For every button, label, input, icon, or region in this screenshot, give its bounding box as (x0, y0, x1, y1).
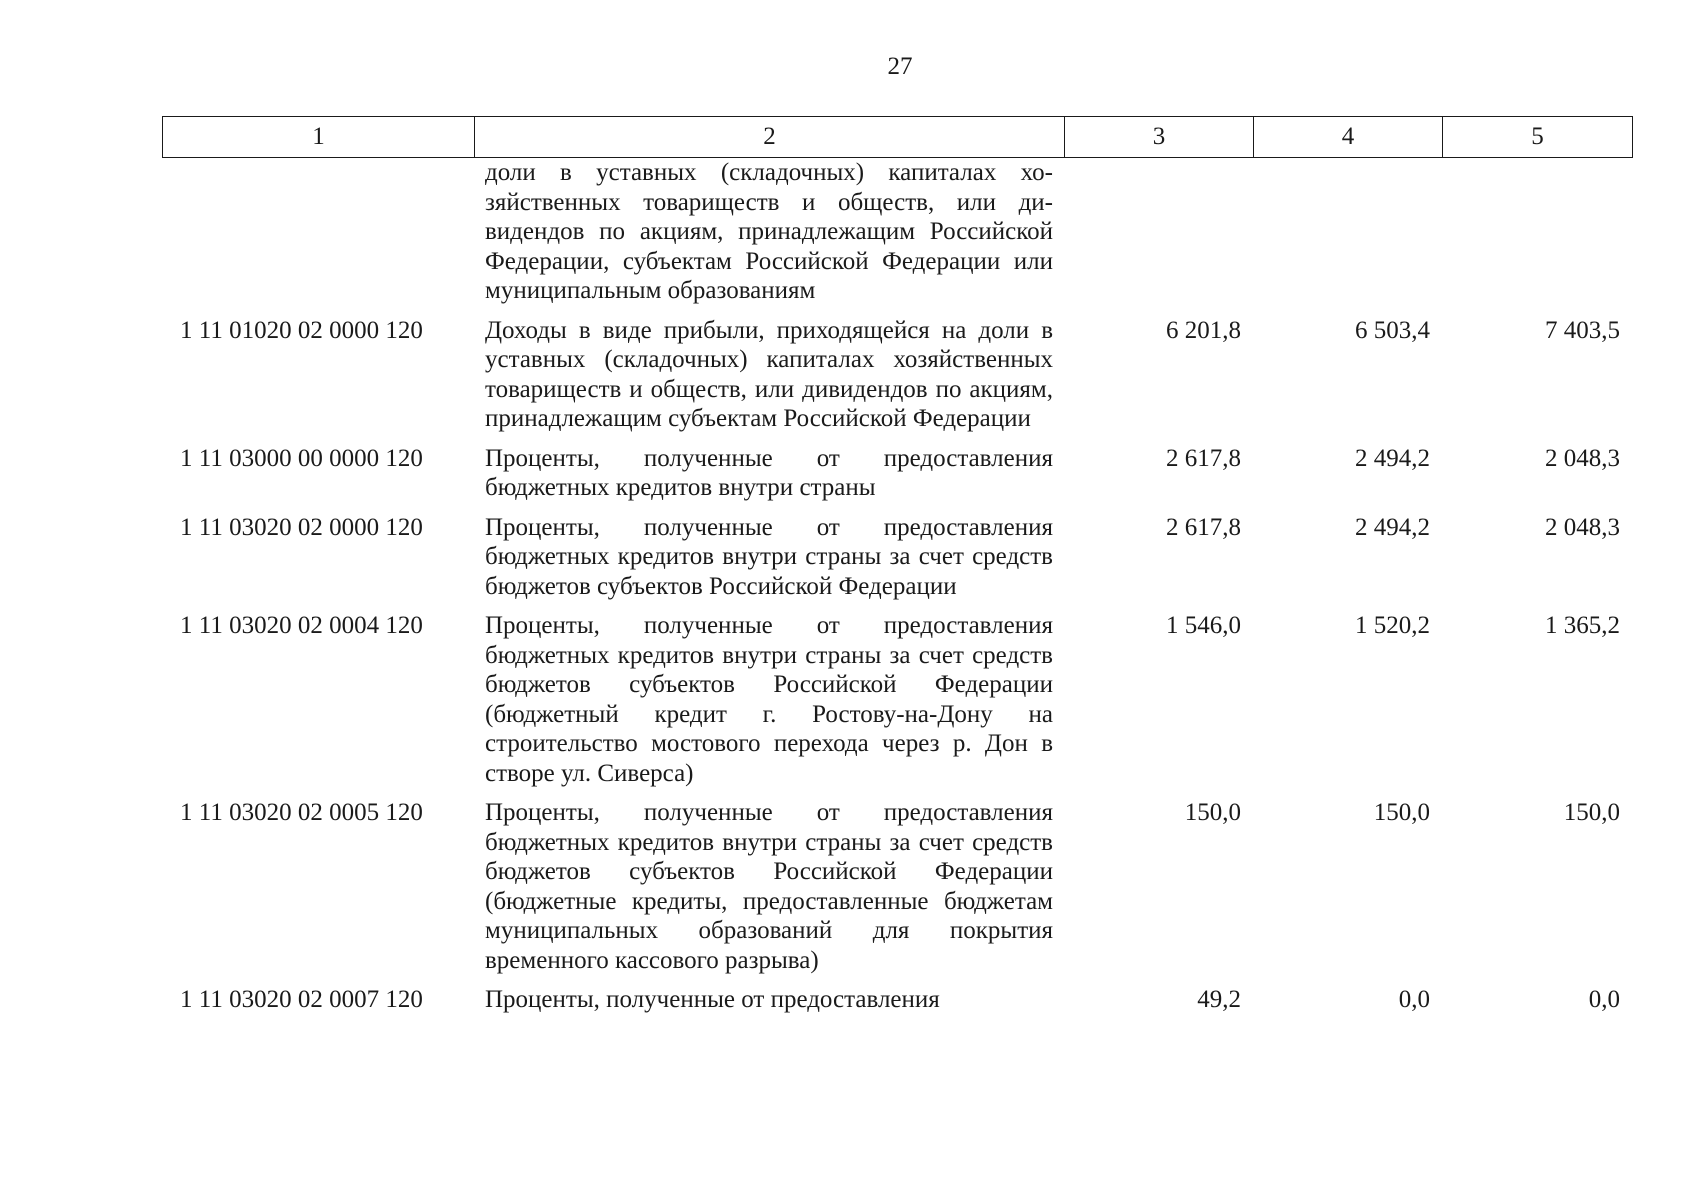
table-row (162, 316, 1632, 434)
value-col-3: 2 617,8 (1166, 444, 1241, 472)
table-row (162, 513, 1632, 602)
page-number: 27 (887, 53, 913, 80)
table-body (162, 158, 1632, 1015)
header-col-2: 2 (475, 117, 1065, 158)
value-col-5: 150,0 (1563, 799, 1620, 826)
budget-code: 1 11 03020 02 0007 120 (180, 986, 423, 1013)
value-col-3: 6 201,8 (1166, 316, 1241, 344)
value-col-4: 150,0 (1373, 799, 1430, 826)
header-row (163, 117, 1633, 158)
header-col-5: 5 (1443, 117, 1633, 158)
income-name: Проценты, полученные от предоставления (485, 986, 940, 1013)
value-col-3: 49,2 (1197, 986, 1241, 1013)
header-col-3: 3 (1065, 117, 1254, 158)
value-col-4: 6 503,4 (1355, 316, 1430, 344)
table-row (162, 158, 1632, 306)
value-col-3: 2 617,8 (1166, 513, 1241, 541)
table-row (162, 798, 1632, 975)
budget-code: 1 11 03020 02 0005 120 (180, 799, 423, 826)
value-col-4: 0,0 (1398, 986, 1430, 1013)
value-col-5: 2 048,3 (1545, 444, 1620, 472)
value-col-4: 1 520,2 (1355, 612, 1430, 639)
header-col-4: 4 (1254, 117, 1443, 158)
value-col-5: 0,0 (1588, 986, 1620, 1013)
income-name: Проценты, полученные от предоставления бюджетных кредитов внутри страны за счет средств бюджетов субъектов Российской Федерации (485, 513, 1053, 600)
table-row (162, 985, 1632, 1015)
value-col-5: 7 403,5 (1545, 316, 1620, 344)
income-name: Доходы в виде прибыли, приходящейся на доли в уставных (складочных) капиталах хозяйственных товариществ и обществ, или дивидендов по акциям, принадлежащим субъектам Российской Федерации (485, 316, 1053, 432)
income-name: доли в уставных (складочных) капиталах хозяйственных товариществ и обществ, или дивидендов по акциям, принадлежащим Российской Федерации, субъектам Российской Федерации или муниципальным образованиям (485, 159, 1053, 304)
table-header (162, 116, 1633, 158)
value-col-3: 1 546,0 (1166, 612, 1241, 639)
value-col-4: 2 494,2 (1355, 444, 1430, 472)
header-col-1: 1 (163, 117, 475, 158)
table-row (162, 611, 1632, 788)
budget-code: 1 11 03020 02 0000 120 (180, 513, 423, 541)
value-col-3: 150,0 (1184, 799, 1241, 826)
table-row (162, 444, 1632, 503)
income-name: Проценты, полученные от предоставления бюджетных кредитов внутри страны за счет средств бюджетов субъектов Российской Федерации (бюджетный кредит г. Ростову-на-Дону на строительство мостового перехода через р. Дон в створе ул. Сиверса) (485, 612, 1053, 787)
value-col-4: 2 494,2 (1355, 513, 1430, 541)
income-name: Проценты, полученные от предоставления бюджетных кредитов внутри страны (485, 444, 1053, 501)
budget-code: 1 11 01020 02 0000 120 (180, 316, 423, 344)
budget-code: 1 11 03000 00 0000 120 (180, 444, 423, 472)
income-name: Проценты, полученные от предоставления бюджетных кредитов внутри страны за счет средств бюджетов субъектов Российской Федерации (бюджетные кредиты, предоставленные бюджетам муниципальных образований для покрытия временного кассового разрыва) (485, 799, 1053, 974)
value-col-5: 1 365,2 (1545, 612, 1620, 639)
budget-code: 1 11 03020 02 0004 120 (180, 612, 423, 639)
value-col-5: 2 048,3 (1545, 513, 1620, 541)
